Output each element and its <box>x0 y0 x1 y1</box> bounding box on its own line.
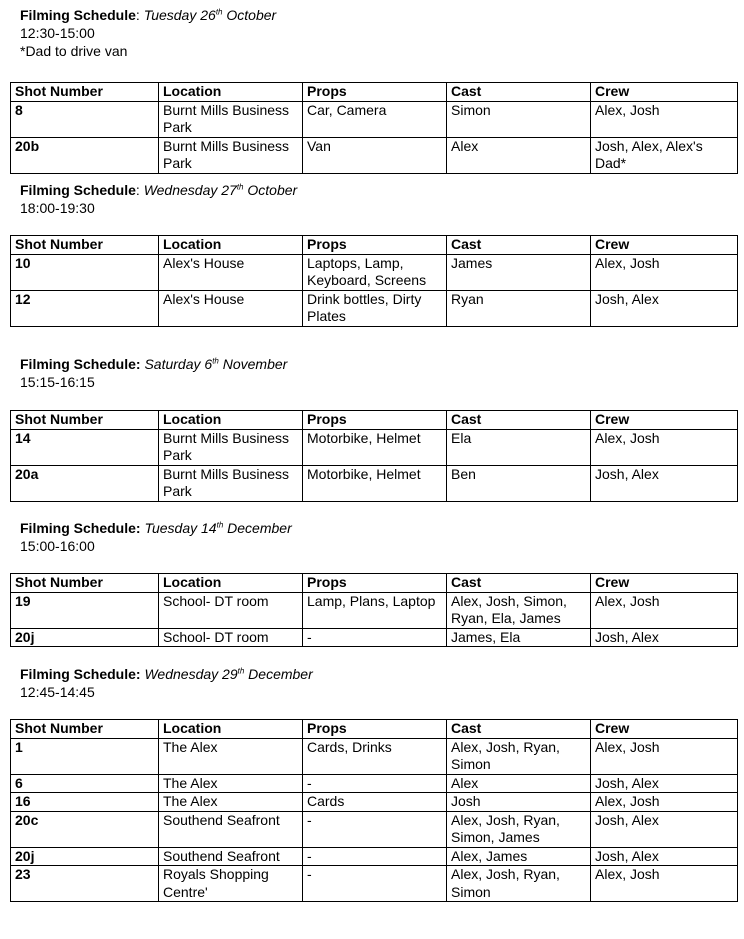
props-cell: Lamp, Plans, Laptop <box>303 592 447 628</box>
table-row <box>11 429 738 465</box>
column-header: Props <box>303 720 447 739</box>
column-header: Location <box>159 83 303 102</box>
location-cell: Burnt Mills Business Park <box>159 465 303 501</box>
table-row <box>11 101 738 137</box>
column-header: Shot Number <box>11 411 159 430</box>
cast-cell: James <box>447 254 591 290</box>
column-header: Props <box>303 236 447 255</box>
schedule-title <box>20 519 292 537</box>
crew-cell: Alex, Josh <box>591 738 738 774</box>
crew-cell: Alex, Josh <box>591 793 738 812</box>
title-label: Filming Schedule <box>20 7 136 23</box>
shot-number-cell: 10 <box>11 254 159 290</box>
date-day: Wednesday 29 <box>144 666 238 682</box>
cast-cell: Alex, Josh, Ryan, Simon <box>447 738 591 774</box>
cast-cell: Alex, Josh, Simon, Ryan, Ela, James <box>447 592 591 628</box>
column-header: Props <box>303 83 447 102</box>
shot-number-cell: 20c <box>11 811 159 847</box>
table-header-row <box>11 720 738 739</box>
schedule-date <box>144 7 277 23</box>
column-header: Shot Number <box>11 83 159 102</box>
schedule-date <box>144 666 312 682</box>
date-month: October <box>222 7 277 23</box>
cast-cell: Alex <box>447 774 591 793</box>
date-day: Saturday 6 <box>144 356 213 372</box>
location-cell: The Alex <box>159 738 303 774</box>
cast-cell: Josh <box>447 793 591 812</box>
schedule-table <box>10 719 738 902</box>
column-header: Location <box>159 574 303 593</box>
shot-number-cell: 12 <box>11 290 159 326</box>
date-suffix: th <box>237 666 245 676</box>
cast-cell: Simon <box>447 101 591 137</box>
date-day: Wednesday 27 <box>143 182 237 198</box>
schedule-time: 18:00-19:30 <box>20 200 95 216</box>
date-day: Tuesday 26 <box>143 7 216 23</box>
shot-number-cell: 19 <box>11 592 159 628</box>
column-header: Props <box>303 411 447 430</box>
crew-cell: Alex, Josh <box>591 101 738 137</box>
schedule-table <box>10 573 738 647</box>
props-cell: Cards <box>303 793 447 812</box>
table-row <box>11 811 738 847</box>
props-cell: Car, Camera <box>303 101 447 137</box>
schedule-table <box>10 235 738 327</box>
props-cell: Van <box>303 137 447 173</box>
table-row <box>11 290 738 326</box>
schedule-table <box>10 82 738 174</box>
schedule-heading <box>20 519 292 555</box>
table-row <box>11 628 738 647</box>
shot-number-cell: 16 <box>11 793 159 812</box>
cast-cell: Ela <box>447 429 591 465</box>
crew-cell: Alex, Josh <box>591 592 738 628</box>
table-row <box>11 793 738 812</box>
date-month: November <box>218 356 288 372</box>
column-header: Cast <box>447 720 591 739</box>
props-cell: - <box>303 628 447 647</box>
column-header: Crew <box>591 720 738 739</box>
table-row <box>11 254 738 290</box>
schedule-heading <box>20 355 287 391</box>
location-cell: Burnt Mills Business Park <box>159 101 303 137</box>
schedule-title <box>20 6 276 24</box>
table-header-row <box>11 236 738 255</box>
props-cell: - <box>303 811 447 847</box>
column-header: Shot Number <box>11 720 159 739</box>
location-cell: Burnt Mills Business Park <box>159 137 303 173</box>
table-row <box>11 137 738 173</box>
date-suffix: th <box>236 182 244 192</box>
table-row <box>11 866 738 902</box>
schedule-note: *Dad to drive van <box>20 43 128 59</box>
shot-number-cell: 20j <box>11 628 159 647</box>
cast-cell: Ryan <box>447 290 591 326</box>
date-month: December <box>244 666 313 682</box>
date-day: Tuesday 14 <box>144 520 217 536</box>
column-header: Cast <box>447 411 591 430</box>
crew-cell: Josh, Alex <box>591 290 738 326</box>
props-cell: Laptops, Lamp, Keyboard, Screens <box>303 254 447 290</box>
props-cell: - <box>303 866 447 902</box>
location-cell: Alex's House <box>159 290 303 326</box>
schedule-time: 15:00-16:00 <box>20 538 95 554</box>
date-suffix: th <box>215 7 223 17</box>
column-header: Shot Number <box>11 236 159 255</box>
location-cell: The Alex <box>159 793 303 812</box>
schedule-title <box>20 665 313 683</box>
location-cell: Burnt Mills Business Park <box>159 429 303 465</box>
date-month: October <box>243 182 298 198</box>
location-cell: Southend Seafront <box>159 847 303 866</box>
shot-number-cell: 14 <box>11 429 159 465</box>
schedule-title <box>20 181 297 199</box>
schedule-time: 12:30-15:00 <box>20 25 95 41</box>
column-header: Cast <box>447 83 591 102</box>
column-header: Location <box>159 720 303 739</box>
column-header: Location <box>159 236 303 255</box>
schedule-date <box>144 356 287 372</box>
table-header-row <box>11 411 738 430</box>
title-sep: : <box>135 7 144 23</box>
column-header: Location <box>159 411 303 430</box>
props-cell: - <box>303 847 447 866</box>
cast-cell: James, Ela <box>447 628 591 647</box>
shot-number-cell: 1 <box>11 738 159 774</box>
cast-cell: Alex, Josh, Ryan, Simon, James <box>447 811 591 847</box>
crew-cell: Alex, Josh <box>591 254 738 290</box>
crew-cell: Josh, Alex <box>591 774 738 793</box>
column-header: Cast <box>447 574 591 593</box>
schedule-heading <box>20 181 297 217</box>
schedule-time: 15:15-16:15 <box>20 374 95 390</box>
schedule-date <box>144 520 291 536</box>
column-header: Crew <box>591 236 738 255</box>
table-row <box>11 847 738 866</box>
shot-number-cell: 20j <box>11 847 159 866</box>
crew-cell: Alex, Josh <box>591 429 738 465</box>
column-header: Crew <box>591 411 738 430</box>
schedule-heading <box>20 6 276 60</box>
title-label: Filming Schedule: <box>20 356 141 372</box>
props-cell: Motorbike, Helmet <box>303 465 447 501</box>
location-cell: School- DT room <box>159 592 303 628</box>
title-label: Filming Schedule: <box>20 666 141 682</box>
crew-cell: Alex, Josh <box>591 866 738 902</box>
table-row <box>11 738 738 774</box>
column-header: Shot Number <box>11 574 159 593</box>
location-cell: Alex's House <box>159 254 303 290</box>
column-header: Cast <box>447 236 591 255</box>
date-month: December <box>223 520 292 536</box>
column-header: Crew <box>591 574 738 593</box>
props-cell: Cards, Drinks <box>303 738 447 774</box>
date-suffix: th <box>216 520 224 530</box>
shot-number-cell: 6 <box>11 774 159 793</box>
crew-cell: Josh, Alex <box>591 628 738 647</box>
column-header: Crew <box>591 83 738 102</box>
shot-number-cell: 20a <box>11 465 159 501</box>
table-header-row <box>11 574 738 593</box>
props-cell: Motorbike, Helmet <box>303 429 447 465</box>
table-row <box>11 592 738 628</box>
crew-cell: Josh, Alex <box>591 847 738 866</box>
column-header: Props <box>303 574 447 593</box>
cast-cell: Ben <box>447 465 591 501</box>
title-sep: : <box>135 182 144 198</box>
shot-number-cell: 8 <box>11 101 159 137</box>
title-label: Filming Schedule: <box>20 520 141 536</box>
cast-cell: Alex, James <box>447 847 591 866</box>
crew-cell: Josh, Alex, Alex's Dad* <box>591 137 738 173</box>
date-suffix: th <box>212 356 219 366</box>
shot-number-cell: 23 <box>11 866 159 902</box>
crew-cell: Josh, Alex <box>591 811 738 847</box>
schedule-heading <box>20 665 313 701</box>
table-row <box>11 774 738 793</box>
table-header-row <box>11 83 738 102</box>
crew-cell: Josh, Alex <box>591 465 738 501</box>
shot-number-cell: 20b <box>11 137 159 173</box>
cast-cell: Alex, Josh, Ryan, Simon <box>447 866 591 902</box>
schedule-time: 12:45-14:45 <box>20 684 95 700</box>
location-cell: School- DT room <box>159 628 303 647</box>
props-cell: Drink bottles, Dirty Plates <box>303 290 447 326</box>
cast-cell: Alex <box>447 137 591 173</box>
title-label: Filming Schedule <box>20 182 136 198</box>
schedule-table <box>10 410 738 502</box>
table-row <box>11 465 738 501</box>
schedule-title <box>20 355 287 373</box>
location-cell: The Alex <box>159 774 303 793</box>
location-cell: Royals Shopping Centre' <box>159 866 303 902</box>
props-cell: - <box>303 774 447 793</box>
location-cell: Southend Seafront <box>159 811 303 847</box>
schedule-date <box>144 182 298 198</box>
